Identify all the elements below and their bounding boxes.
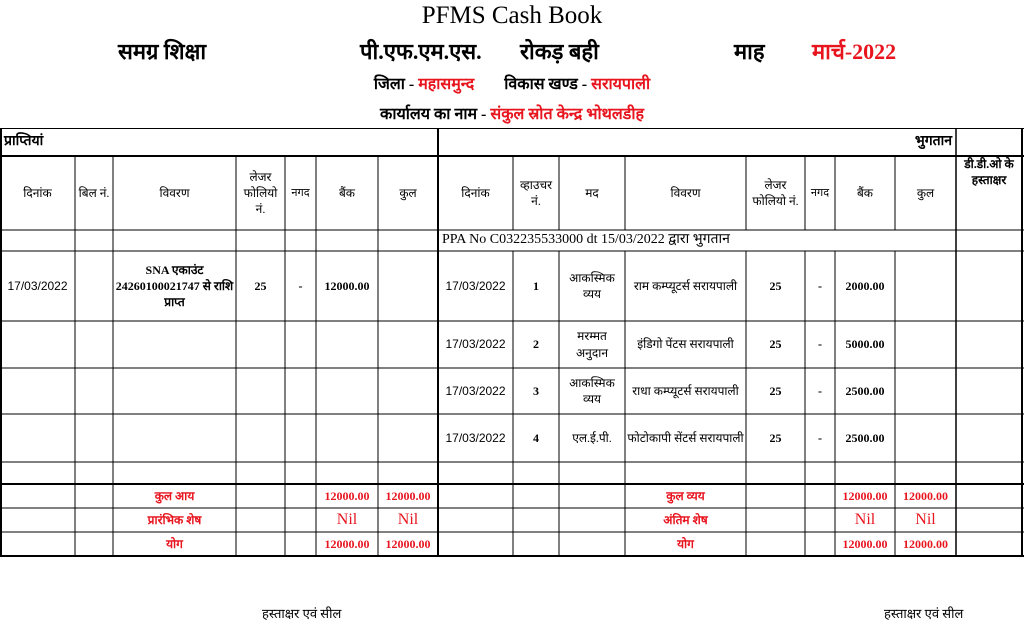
total-expense-total: 12000.00	[903, 488, 948, 503]
closing-balance-label: अंतिम शेष	[663, 512, 708, 527]
ppa-note	[440, 230, 956, 251]
payment-cash: -	[818, 278, 822, 293]
opening-balance-label: प्रारंभिक शेष	[147, 512, 202, 527]
receipt-bank-header: बैंक	[338, 185, 356, 200]
payment-ledger: 25	[769, 337, 782, 352]
district-label: जिला -	[373, 76, 415, 93]
block-label: विकास खण्ड -	[504, 76, 588, 93]
payment-total-header: कुल	[916, 185, 935, 200]
payment-date: 17/03/2022	[445, 278, 506, 293]
receipts-sum-label: योग	[166, 536, 183, 551]
payment-date: 17/03/2022	[445, 383, 506, 398]
payment-head: आकस्मिक व्यय	[569, 270, 615, 301]
payment-head: आकस्मिक व्यय	[569, 375, 615, 406]
payment-voucher: 3	[533, 383, 539, 398]
receipt-cash: -	[298, 278, 303, 293]
ppa-note-text: PPA No C032235533000 dt 15/03/2022 द्वारा भुगतान	[442, 232, 730, 248]
closing-balance-bank: Nil	[854, 511, 876, 529]
payment-bank: 2000.00	[845, 278, 885, 293]
payment-bank: 5000.00	[845, 337, 885, 352]
payment-bank: 2500.00	[845, 383, 885, 398]
receipt-details-header: विवरण	[159, 185, 190, 200]
total-expense-label: कुल व्यय	[666, 488, 705, 503]
payment-cash: -	[818, 383, 822, 398]
receipt-date: 17/03/2022	[7, 278, 68, 293]
payment-ledger: 25	[769, 278, 782, 293]
payment-date: 17/03/2022	[445, 337, 506, 352]
receipts-sum-total: 12000.00	[385, 536, 431, 551]
total-income-bank: 12000.00	[324, 488, 370, 503]
payment-head-header: मद	[585, 185, 599, 200]
receipt-ledger: 25	[254, 278, 267, 293]
page-title: PFMS Cash Book	[421, 2, 603, 29]
signature-left: हस्ताक्षर एवं सील	[262, 606, 342, 621]
payment-ledger: 25	[769, 383, 782, 398]
payment-voucher: 2	[533, 337, 539, 352]
receipt-ledger-header: लेजर फोलियो नं.	[243, 169, 278, 217]
signature-right: हस्ताक्षर एवं सील	[884, 606, 964, 621]
payments-sum-total: 12000.00	[903, 536, 948, 551]
payment-details: राधा कम्प्यूटर्स सरायपाली	[632, 383, 739, 398]
payment-ledger: 25	[769, 430, 782, 445]
payment-cash: -	[818, 430, 822, 445]
cash-book-label: रोकड़ बही	[520, 39, 599, 64]
district-block-line	[0, 72, 1024, 94]
receipts-section-label: प्राप्तियां	[4, 133, 44, 149]
block-value: सरायपाली	[591, 76, 651, 93]
payment-cash-header: नगद	[810, 186, 830, 199]
total-expense-bank: 12000.00	[842, 488, 888, 503]
payment-details: राम कम्प्यूटर्स सरायपाली	[633, 278, 738, 293]
payment-cash: -	[818, 337, 822, 352]
total-income-total: 12000.00	[385, 488, 431, 503]
receipt-details: SNA एकाउंट 24260100021747 से राशि प्राप्त	[115, 262, 234, 310]
district-value: महासमुन्द	[418, 76, 475, 93]
payments-sum-label: योग	[677, 536, 694, 551]
receipt-bill-header: बिल नं.	[78, 185, 110, 200]
payment-date: 17/03/2022	[445, 430, 506, 445]
payment-bank: 2500.00	[845, 430, 885, 445]
scheme-name: समग्र शिक्षा	[118, 39, 207, 64]
office-label: कार्यालय का नाम -	[380, 106, 487, 123]
ddo-signature-header: डी.डी.ओ के हस्ताक्षर	[964, 157, 1014, 188]
receipt-bank: 12000.00	[324, 278, 370, 293]
closing-balance-total: Nil	[915, 511, 936, 529]
payment-head: एल.ई.पी.	[572, 430, 612, 445]
month-value: मार्च-2022	[812, 39, 897, 64]
opening-balance-bank: Nil	[336, 511, 358, 529]
office-value: संकुल स्रोत केन्द्र भोथलडीह	[490, 106, 644, 123]
pfms-label: पी.एफ.एम.एस.	[360, 39, 482, 64]
payment-voucher-header: व्हाउचर नं.	[519, 177, 553, 208]
payment-head: मरम्मत अनुदान	[576, 329, 608, 360]
payment-bank-header: बैंक	[856, 185, 874, 200]
payment-details-header: विवरण	[670, 185, 701, 200]
payment-voucher: 4	[533, 430, 539, 445]
month-label: माह	[734, 39, 765, 64]
opening-balance-total: Nil	[397, 511, 419, 529]
receipt-date-header: दिनांक	[23, 185, 52, 200]
office-line	[0, 102, 1024, 124]
payment-details: इंडिगो पेंटस सरायपाली	[637, 337, 734, 352]
receipt-cash-header: नगद	[291, 186, 310, 199]
payment-details: फोटोकापी सेंटर्स सरायपाली	[627, 430, 744, 445]
receipts-sum-bank: 12000.00	[324, 536, 370, 551]
payment-ledger-header: लेजर फोलियो नं.	[752, 177, 799, 208]
total-income-label: कुल आय	[154, 488, 195, 503]
payment-voucher: 1	[533, 278, 539, 293]
receipt-total-header: कुल	[399, 185, 417, 200]
payment-date-header: दिनांक	[461, 185, 490, 200]
payments-sum-bank: 12000.00	[842, 536, 888, 551]
payments-section-label: भुगतान	[914, 133, 952, 149]
